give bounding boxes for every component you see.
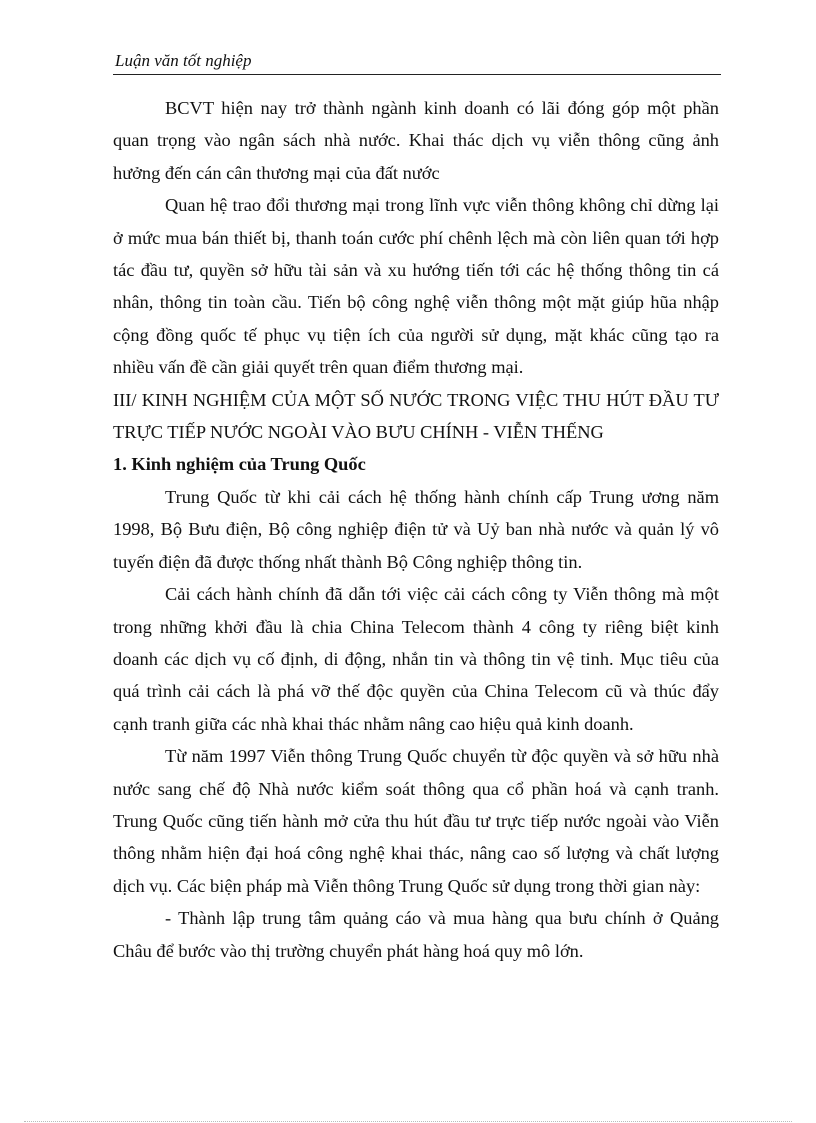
page-bottom-border [24, 1121, 792, 1122]
page-header [113, 48, 721, 75]
paragraph-2: Quan hệ trao đổi thương mại trong lĩnh vực viễn thông không chỉ dừng lại ở mức mua bán thiết bị, thanh toán cước phí chênh lệch mà còn liên quan tới hợp tác đầu tư, quyền sở hữu tài sản và xu hướng tiến tới các hệ thống thông tin cá nhân, thông tin toàn cầu. Tiến bộ công nghệ viễn thông một mặt giúp hũa nhập cộng đồng quốc tế phục vụ tiện ích của người sử dụng, mặt khác cũng tạo ra nhiều vấn đề cần giải quyết trên quan điểm thương mại. [113, 195, 719, 378]
header-title: Luận văn tốt nghiệp [115, 51, 252, 70]
paragraph-4: Cải cách hành chính đã dẫn tới việc cải cách công ty Viễn thông mà một trong những khởi đầu là chia China Telecom thành 4 công ty riêng biệt kinh doanh các dịch vụ cố định, di động, nhắn tin và thông tin vệ tinh. Mục tiêu của quá trình cải cách là phá vỡ thế độc quyền của China Telecom cũ và thúc đẩy cạnh tranh giữa các nhà khai thác nhằm nâng cao hiệu quả kinh doanh. [113, 584, 719, 734]
paragraph-5: Từ năm 1997 Viễn thông Trung Quốc chuyển từ độc quyền và sở hữu nhà nước sang chế độ Nhà nước kiểm soát thông qua cổ phần hoá và cạnh tranh. Trung Quốc cũng tiến hành mở cửa thu hút đầu tư trực tiếp nước ngoài vào Viễn thông nhằm hiện đại hoá công nghệ khai thác, nâng cao số lượng và chất lượng dịch vụ. Các biện pháp mà Viễn thông Trung Quốc sử dụng trong thời gian này: [113, 746, 719, 896]
paragraph-6: - Thành lập trung tâm quảng cáo và mua hàng qua bưu chính ở Quảng Châu để bước vào thị trường chuyển phát hàng hoá quy mô lớn. [113, 908, 719, 961]
subheading: 1. Kinh nghiệm của Trung Quốc [113, 454, 366, 475]
document-body [113, 92, 719, 967]
paragraph-1: BCVT hiện nay trở thành ngành kinh doanh có lãi đóng góp một phần quan trọng vào ngân sách nhà nước. Khai thác dịch vụ viễn thông cũng ảnh hưởng đến cán cân thương mại của đất nước [113, 98, 719, 183]
paragraph-3: Trung Quốc từ khi cải cách hệ thống hành chính cấp Trung ương năm 1998, Bộ Bưu điện, Bộ công nghiệp điện tử và Uỷ ban nhà nước và quản lý vô tuyến điện đã được thống nhất thành Bộ Công nghiệp thông tin. [113, 486, 719, 572]
section-heading: III/ KINH NGHIỆM CỦA MỘT SỐ NƯỚC TRONG VIỆC THU HÚT ĐẦU TƯ TRỰC TIẾP NƯỚC NGOÀI VÀO BƯU CHÍNH - VIỄN THẾNG [113, 389, 719, 443]
